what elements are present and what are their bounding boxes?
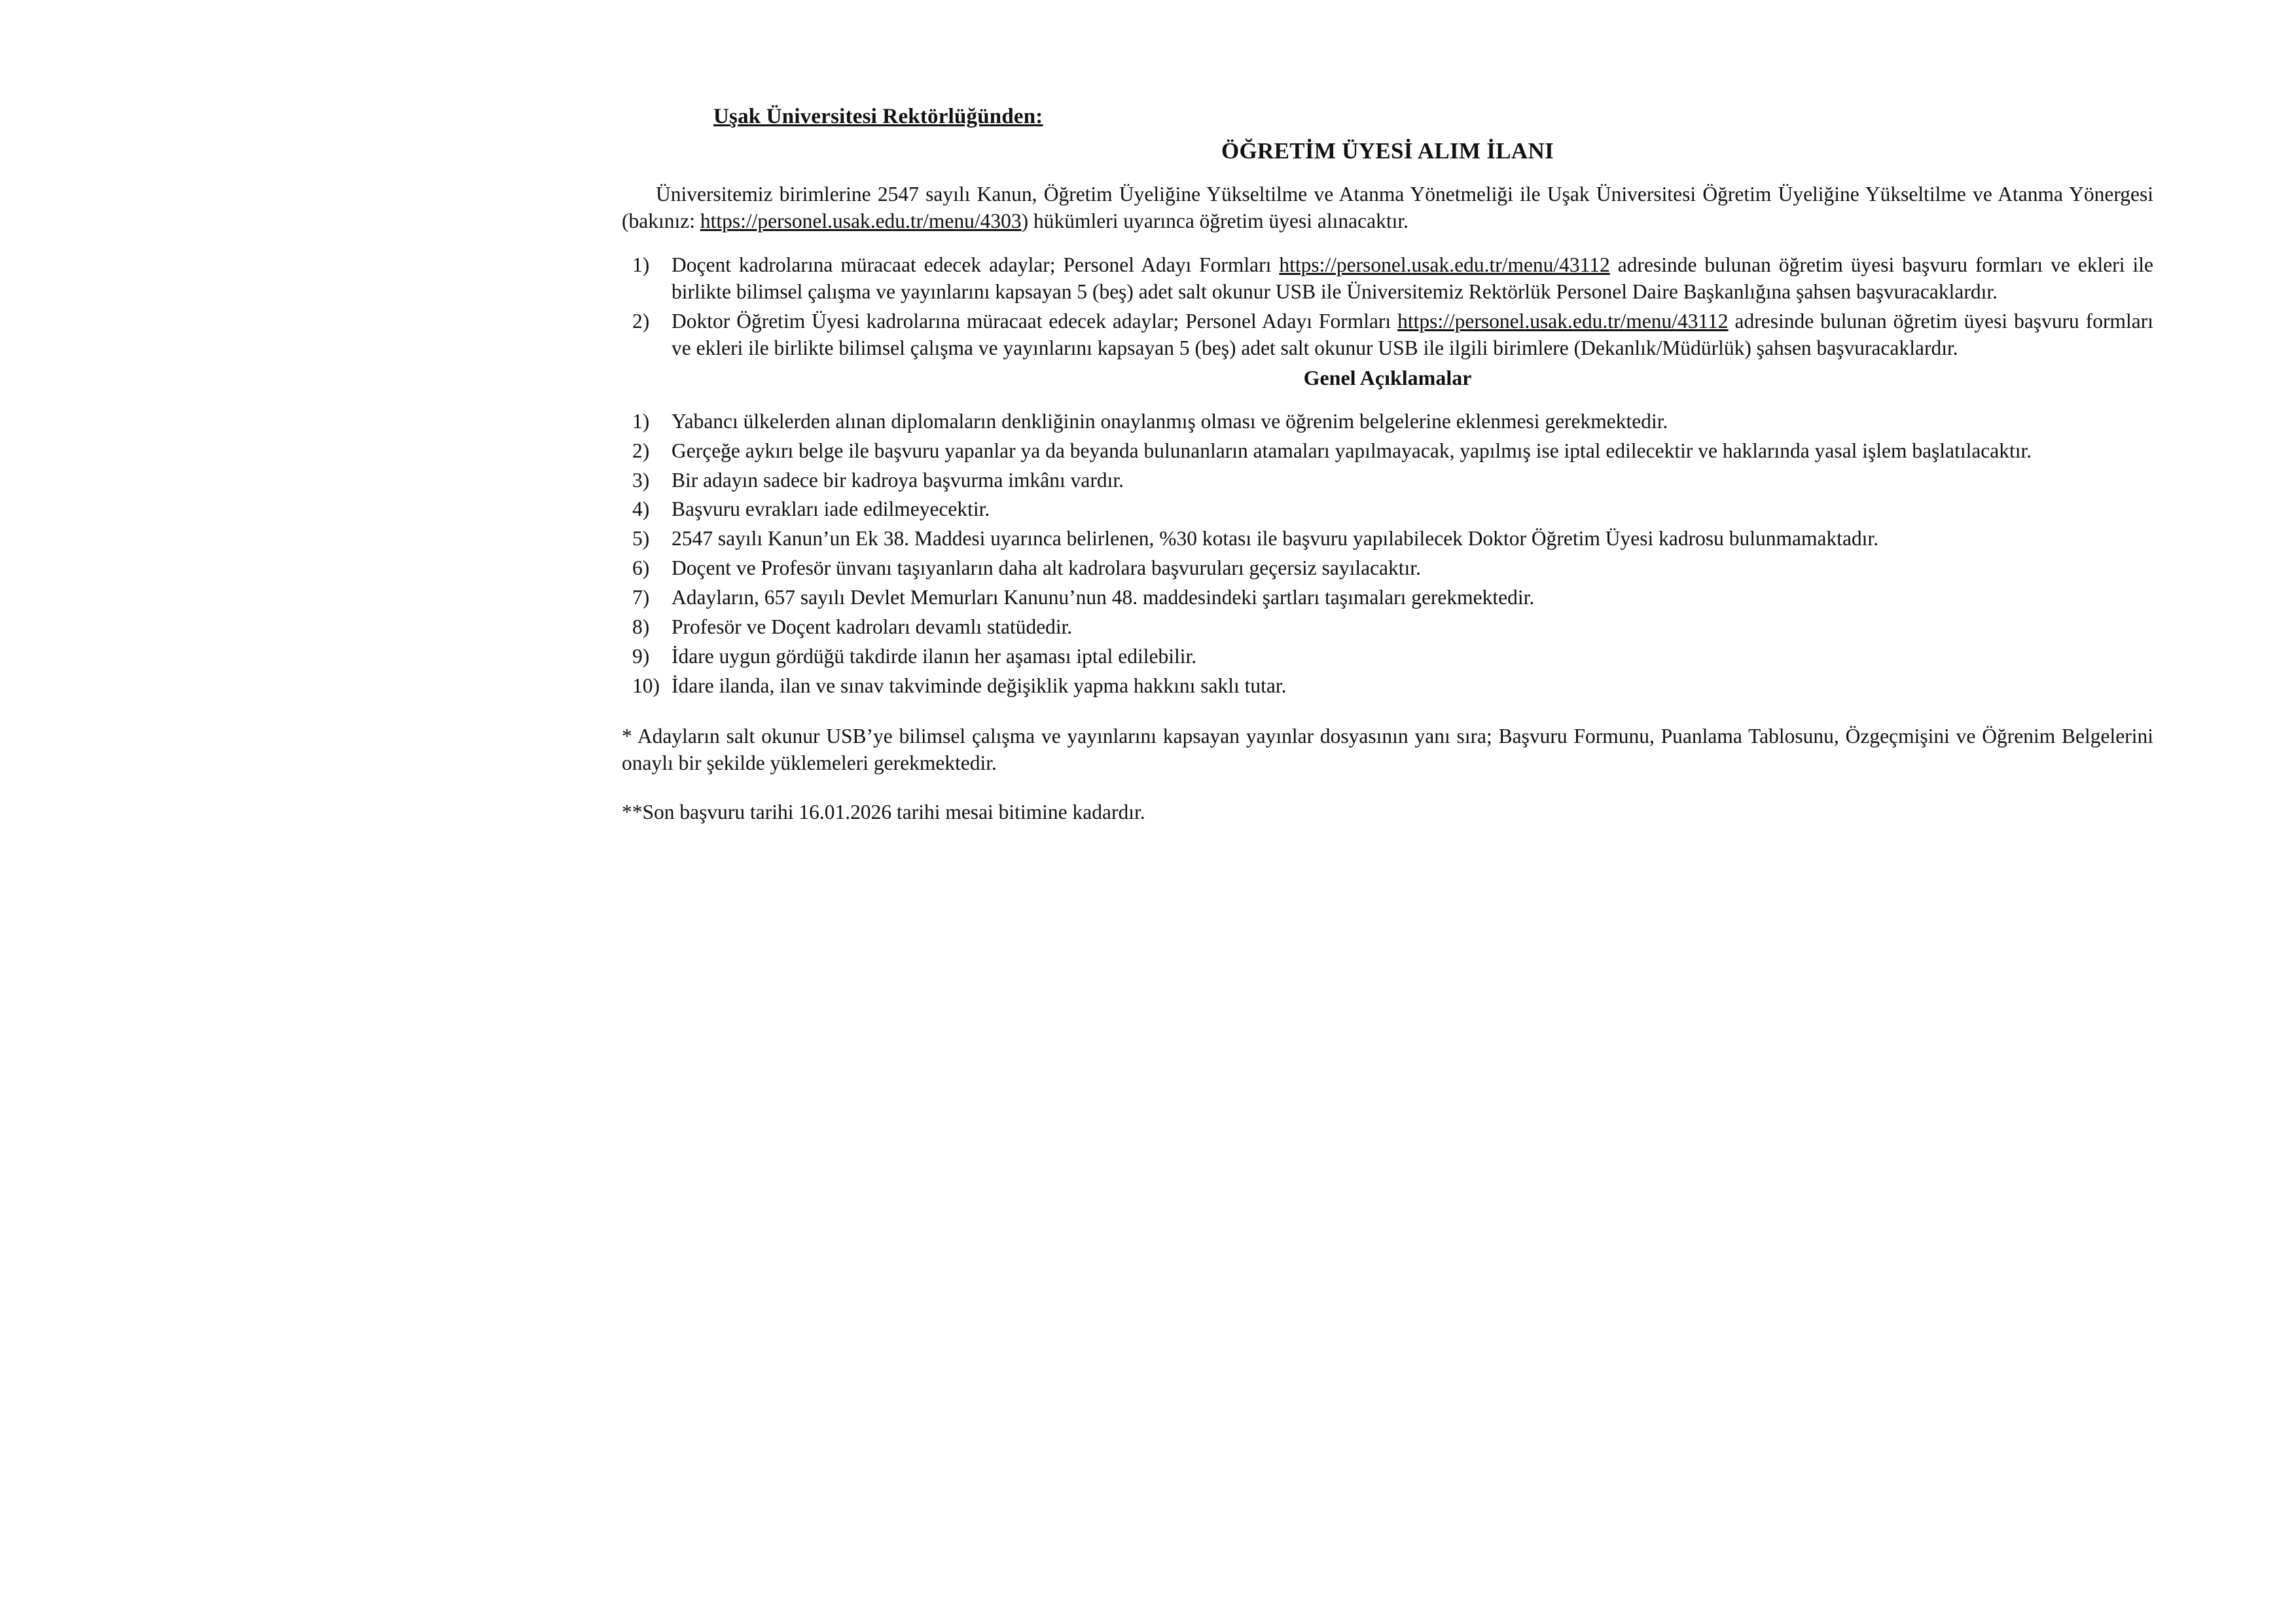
list-item-number: 1) xyxy=(632,253,650,276)
list-item xyxy=(622,308,2153,362)
list-item xyxy=(622,438,2153,465)
list-item-number: 2) xyxy=(632,439,650,462)
list-item-text: Gerçeğe aykırı belge ile başvuru yapanlar ya da beyanda bulunanların atamaları yapılmayacak, yapılmış ise iptal edilecektir ve haklarında yasal işlem başlatılacaktır. xyxy=(672,439,2032,462)
footnote-usb-requirements: * Adayların salt okunur USB’ye bilimsel çalışma ve yayınlarını kapsayan yayınlar dosyasının yanı sıra; Başvuru Formunu, Puanlama Tablosunu, Özgeçmişini ve Öğrenim Belgelerini onaylı bir şekilde yüklemeleri gerekmektedir. xyxy=(622,725,2153,774)
list-item-number: 10) xyxy=(632,674,660,698)
list-item xyxy=(622,614,2153,641)
list-item-text: İdare uygun gördüğü takdirde ilanın her aşaması iptal edilebilir. xyxy=(672,645,1197,668)
list-item-number: 2) xyxy=(632,309,650,333)
list-item xyxy=(622,526,2153,552)
list-item-text-part1: Doçent kadrolarına müracaat edecek adaylar; Personel Adayı Formları xyxy=(672,253,1280,276)
list-item-text: Doçent ve Profesör ünvanı taşıyanların daha alt kadrolara başvuruları geçersiz sayılacaktır. xyxy=(672,556,1421,580)
list-item-number: 5) xyxy=(632,527,650,550)
list-item xyxy=(622,643,2153,670)
list-item-number: 8) xyxy=(632,615,650,639)
list-item-number: 6) xyxy=(632,556,650,580)
personel-yonerge-link[interactable]: https://personel.usak.edu.tr/menu/4303 xyxy=(700,209,1022,232)
list-item xyxy=(622,673,2153,700)
doktor-ogretim-uyesi-basvuru-link[interactable]: https://personel.usak.edu.tr/menu/43112 xyxy=(1397,309,1729,333)
list-item-number: 9) xyxy=(632,645,650,668)
list-item-text-part1: Doktor Öğretim Üyesi kadrolarına müracaat edecek adaylar; Personel Adayı Formları xyxy=(672,309,1398,333)
list-item-text-part2: adresinde bulunan öğretim üyesi başvuru formları ve ekleri ile birlikte bilimsel çalışma ve yayınlarını kapsayan 5 (beş) adet salt okunur USB ile Üniversitemiz Rektörlük Personel Daire Başkanlığına şahsen başvuracaklardır. xyxy=(672,253,2153,303)
list-item-number: 4) xyxy=(632,497,650,521)
footnote-deadline: **Son başvuru tarihi 16.01.2026 tarihi mesai bitimine kadardır. xyxy=(622,800,1145,823)
list-item xyxy=(622,555,2153,582)
general-explanations-list xyxy=(622,408,2153,700)
list-item xyxy=(622,408,2153,435)
document-body xyxy=(622,105,2153,826)
issuer-heading: Uşak Üniversitesi Rektörlüğünden: xyxy=(713,105,1043,128)
list-item-text-part2: adresinde bulunan öğretim üyesi başvuru formları ve ekleri ile birlikte bilimsel çalışma ve yayınlarını kapsayan 5 (beş) adet salt okunur USB ile ilgili birimlere (Dekanlık/Müdürlük) şahsen başvuracaklardır. xyxy=(672,309,2153,359)
list-item-text: Başvuru evrakları iade edilmeyecektir. xyxy=(672,497,990,521)
list-item xyxy=(622,585,2153,611)
list-item-number: 1) xyxy=(632,409,650,433)
list-item xyxy=(622,496,2153,523)
list-item xyxy=(622,467,2153,494)
list-item-number: 3) xyxy=(632,468,650,492)
list-item-text: Bir adayın sadece bir kadroya başvurma imkânı vardır. xyxy=(672,468,1124,492)
section-title-genel-aciklamalar: Genel Açıklamalar xyxy=(1303,365,1472,389)
list-item-text: Yabancı ülkelerden alınan diplomaların denkliğinin onaylanmış olması ve öğrenim belgelerine eklenmesi gerekmektedir. xyxy=(672,409,1668,433)
list-item xyxy=(622,252,2153,306)
main-application-list xyxy=(622,252,2153,362)
docent-basvuru-link[interactable]: https://personel.usak.edu.tr/menu/43112 xyxy=(1279,253,1610,276)
intro-paragraph xyxy=(622,181,2153,235)
intro-text-part2: ) hükümleri uyarınca öğretim üyesi alınacaktır. xyxy=(1021,209,1408,232)
list-item-text: Profesör ve Doçent kadroları devamlı statüdedir. xyxy=(672,615,1073,639)
list-item-text: 2547 sayılı Kanun’un Ek 38. Maddesi uyarınca belirlenen, %30 kotası ile başvuru yapılabilecek Doktor Öğretim Üyesi kadrosu bulunmamaktadır. xyxy=(672,527,1879,550)
list-item-number: 7) xyxy=(632,586,650,609)
intro-text-part1: Üniversitemiz birimlerine 2547 sayılı Kanun, Öğretim Üyeliğine Yükseltilme ve Atanma Yönetmeliği ile Uşak Üniversitesi Öğretim Üyeliğine Yükseltilme ve Atanma Yönergesi (bakınız: xyxy=(622,183,2153,232)
list-item-text: İdare ilanda, ilan ve sınav takviminde değişiklik yapma hakkını saklı tutar. xyxy=(672,674,1287,698)
list-item-text: Adayların, 657 sayılı Devlet Memurları Kanunu’nun 48. maddesindeki şartları taşımaları gerekmektedir. xyxy=(672,586,1535,609)
page-title: ÖĞRETİM ÜYESİ ALIM İLANI xyxy=(1221,138,1554,164)
